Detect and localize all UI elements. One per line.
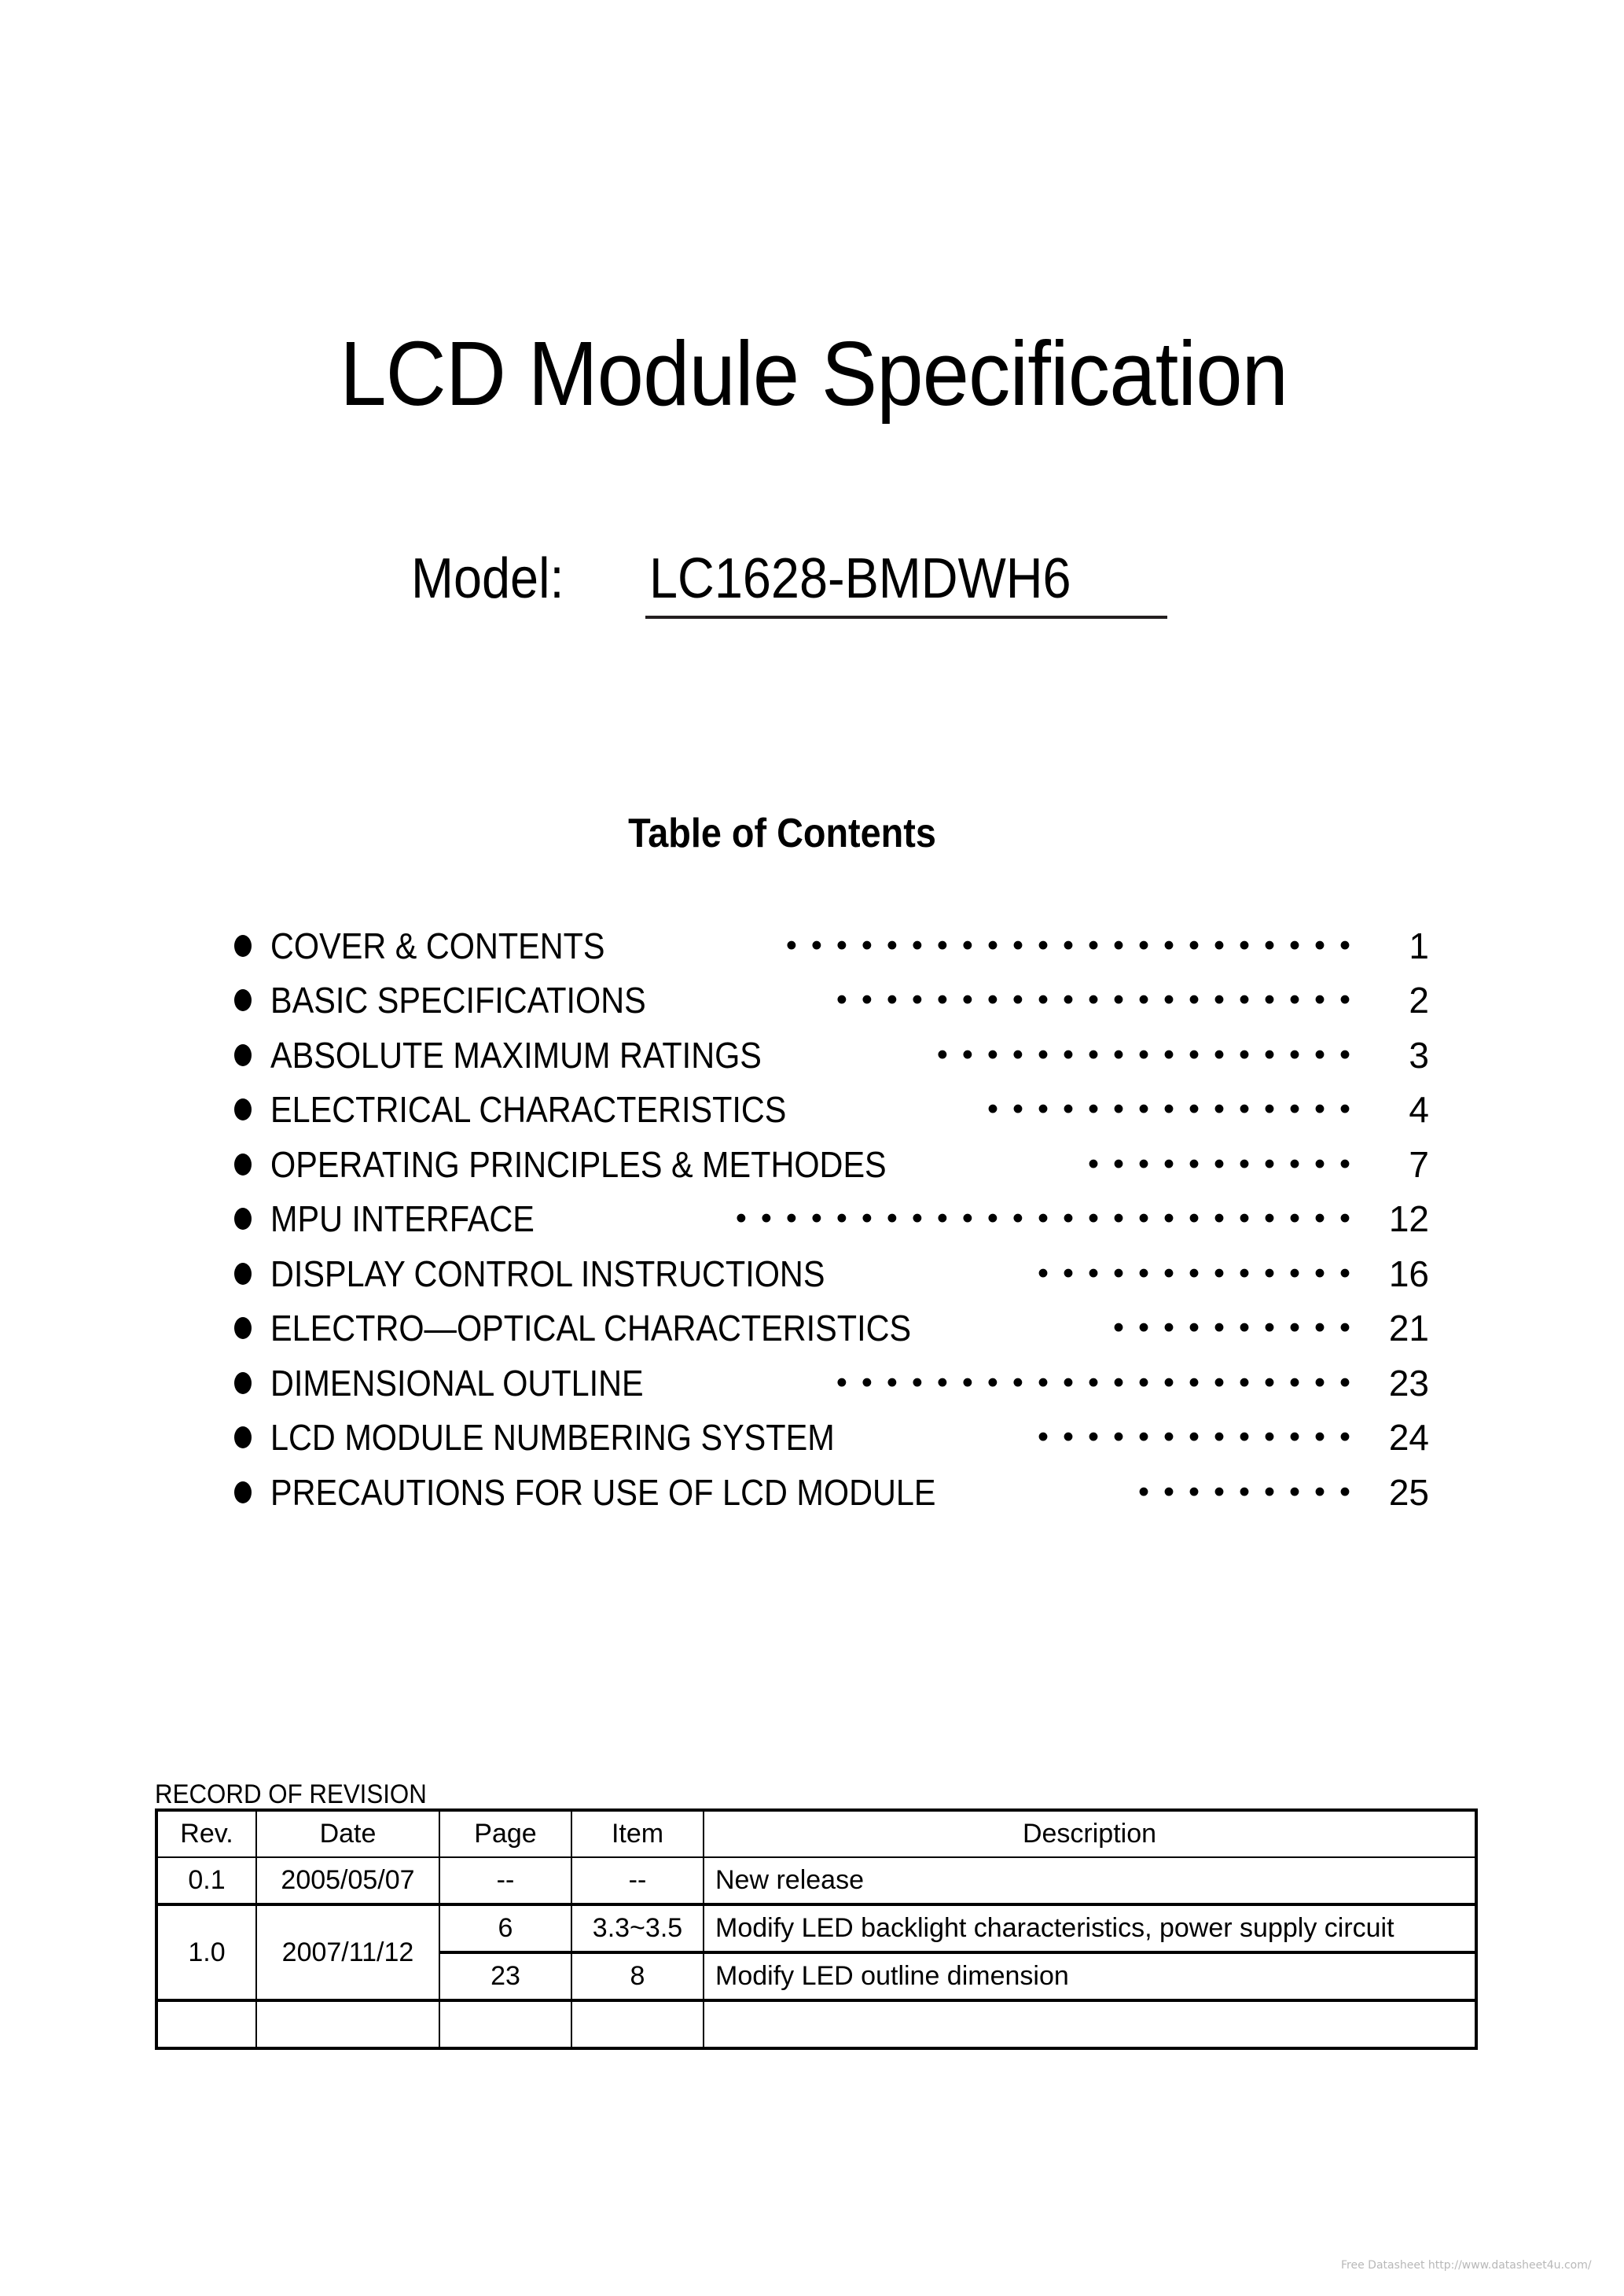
toc-item-label: ELECTRO—OPTICAL CHARACTERISTICS — [270, 1308, 912, 1349]
table-of-contents — [225, 918, 1451, 1520]
toc-item-page: 12 — [1388, 1198, 1429, 1240]
toc-leader-dots: ••••••••••••••••••••• — [836, 1365, 1365, 1400]
document-title: LCD Module Specification — [340, 322, 1288, 425]
bullet-icon — [234, 1208, 252, 1230]
cell-empty — [704, 2000, 1476, 2048]
bullet-icon — [234, 935, 252, 957]
toc-item — [225, 1083, 1451, 1138]
table-row-empty — [156, 2000, 1476, 2048]
toc-item-page: 24 — [1388, 1417, 1429, 1459]
toc-item-label: BASIC SPECIFICATIONS — [270, 980, 646, 1021]
toc-leader-dots: ••••••••••••••••••••• — [836, 982, 1365, 1017]
toc-item — [225, 1192, 1451, 1247]
bullet-icon — [234, 1044, 252, 1066]
model-label: Model: — [411, 547, 564, 610]
toc-leader-dots: ••••••••••••• — [1037, 1256, 1365, 1291]
toc-item-label: ELECTRICAL CHARACTERISTICS — [270, 1089, 787, 1131]
toc-item — [225, 1411, 1451, 1466]
revision-caption: RECORD OF REVISION — [155, 1779, 427, 1809]
table-row — [156, 1904, 1476, 1952]
toc-item-label: COVER & CONTENTS — [270, 925, 605, 966]
toc-item — [225, 1028, 1451, 1083]
bullet-icon — [234, 1481, 252, 1503]
bullet-icon — [234, 1317, 252, 1339]
cell-item: -- — [571, 1857, 704, 1904]
toc-item-page: 16 — [1388, 1253, 1429, 1294]
model-underline — [645, 616, 1167, 619]
toc-item-page: 21 — [1388, 1308, 1429, 1349]
toc-item — [225, 1356, 1451, 1411]
toc-item — [225, 1246, 1451, 1301]
header-item: Item — [571, 1810, 704, 1857]
toc-item-page: 2 — [1409, 980, 1429, 1021]
header-description: Description — [704, 1810, 1476, 1857]
toc-item — [225, 973, 1451, 1028]
toc-title: Table of Contents — [628, 811, 936, 856]
cell-page: 23 — [439, 1952, 571, 2000]
model-value: LC1628-BMDWH6 — [649, 547, 1071, 610]
bullet-icon — [234, 1263, 252, 1285]
toc-item-label: LCD MODULE NUMBERING SYSTEM — [270, 1417, 835, 1459]
cell-date: 2007/11/12 — [256, 1904, 439, 2000]
cell-description: New release — [704, 1857, 1476, 1904]
header-page: Page — [439, 1810, 571, 1857]
toc-item-page: 1 — [1409, 925, 1429, 966]
toc-leader-dots: ••••••••••••••• — [987, 1091, 1365, 1127]
cell-date: 2005/05/07 — [256, 1857, 439, 1904]
revision-table — [155, 1808, 1478, 2050]
toc-item-page: 7 — [1409, 1143, 1429, 1185]
bullet-icon — [234, 1098, 252, 1120]
toc-leader-dots: ••••••••• — [1137, 1474, 1365, 1510]
cell-item: 8 — [571, 1952, 704, 2000]
bullet-icon — [234, 989, 252, 1011]
toc-leader-dots: ••••••••••• — [1087, 1146, 1365, 1182]
toc-item-label: DIMENSIONAL OUTLINE — [270, 1362, 644, 1404]
bullet-icon — [234, 1426, 252, 1448]
cell-empty — [156, 2000, 256, 2048]
toc-item — [225, 918, 1451, 973]
toc-item-page: 25 — [1388, 1471, 1429, 1513]
toc-leader-dots: ••••••••••••••••• — [936, 1037, 1365, 1073]
toc-item-page: 3 — [1409, 1034, 1429, 1076]
cell-rev: 1.0 — [156, 1904, 256, 2000]
toc-item-label: MPU INTERFACE — [270, 1198, 535, 1240]
table-row — [156, 1857, 1476, 1904]
toc-item — [225, 1465, 1451, 1520]
toc-item-label: ABSOLUTE MAXIMUM RATINGS — [270, 1034, 762, 1076]
toc-item-label: PRECAUTIONS FOR USE OF LCD MODULE — [270, 1471, 936, 1513]
cell-empty — [571, 2000, 704, 2048]
cell-empty — [256, 2000, 439, 2048]
header-date: Date — [256, 1810, 439, 1857]
toc-item-page: 23 — [1388, 1362, 1429, 1404]
watermark-text: Free Datasheet http://www.datasheet4u.com/ — [1341, 2259, 1592, 2272]
toc-leader-dots: ••••••••••••••••••••••• — [785, 928, 1365, 963]
toc-leader-dots: ••••••••••••• — [1037, 1419, 1365, 1455]
revision-header-row — [156, 1810, 1476, 1857]
bullet-icon — [234, 1372, 252, 1394]
cell-empty — [439, 2000, 571, 2048]
toc-leader-dots: ••••••••••••••••••••••••• — [735, 1201, 1365, 1236]
toc-item — [225, 1137, 1451, 1192]
cell-item: 3.3~3.5 — [571, 1904, 704, 1952]
cell-page: 6 — [439, 1904, 571, 1952]
cell-description: Modify LED backlight characteristics, power supply circuit — [704, 1904, 1476, 1952]
bullet-icon — [234, 1154, 252, 1176]
cell-rev: 0.1 — [156, 1857, 256, 1904]
toc-item-label: OPERATING PRINCIPLES & METHODES — [270, 1143, 887, 1185]
header-rev: Rev. — [156, 1810, 256, 1857]
cell-page: -- — [439, 1857, 571, 1904]
toc-leader-dots: •••••••••• — [1112, 1310, 1365, 1345]
toc-item-label: DISPLAY CONTROL INSTRUCTIONS — [270, 1253, 825, 1294]
toc-item-page: 4 — [1409, 1089, 1429, 1131]
cell-description: Modify LED outline dimension — [704, 1952, 1476, 2000]
toc-item — [225, 1301, 1451, 1356]
